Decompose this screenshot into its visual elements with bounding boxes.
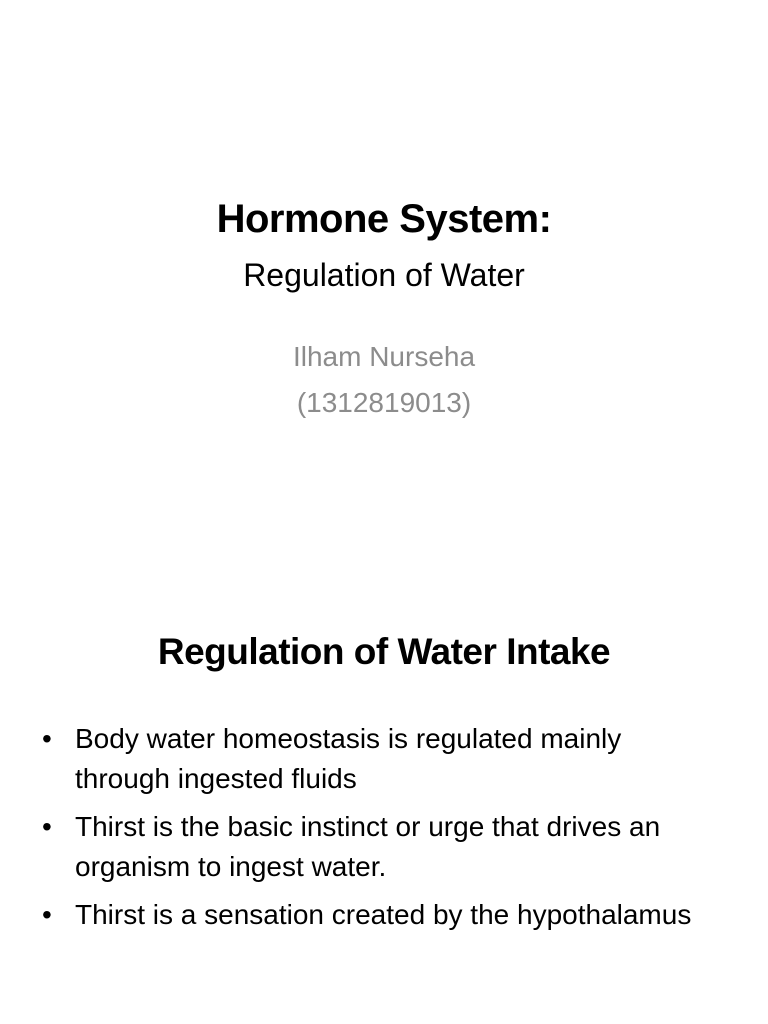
bullet-item [40, 719, 720, 799]
bullet-icon: • [42, 899, 52, 930]
bullet-list [40, 719, 720, 943]
bullet-item [40, 807, 720, 887]
author-name: Ilham Nurseha [292, 341, 476, 372]
bullet-icon: • [42, 723, 52, 754]
presentation-title: Hormone System: [216, 197, 552, 241]
bullet-icon: • [42, 811, 52, 842]
content-slide [0, 576, 768, 1024]
bullet-text: Thirst is a sensation created by the hypothalamus [75, 899, 692, 930]
bullet-item [40, 895, 720, 935]
bullet-text: Thirst is the basic instinct or urge that drives an organism to ingest water. [75, 811, 661, 882]
slide-title: Regulation of Water Intake [157, 631, 611, 672]
author-block [0, 334, 768, 426]
presentation-subtitle: Regulation of Water [243, 257, 525, 293]
author-id: (1312819013) [296, 387, 472, 418]
bullet-text: Body water homeostasis is regulated mainly through ingested fluids [75, 723, 622, 794]
